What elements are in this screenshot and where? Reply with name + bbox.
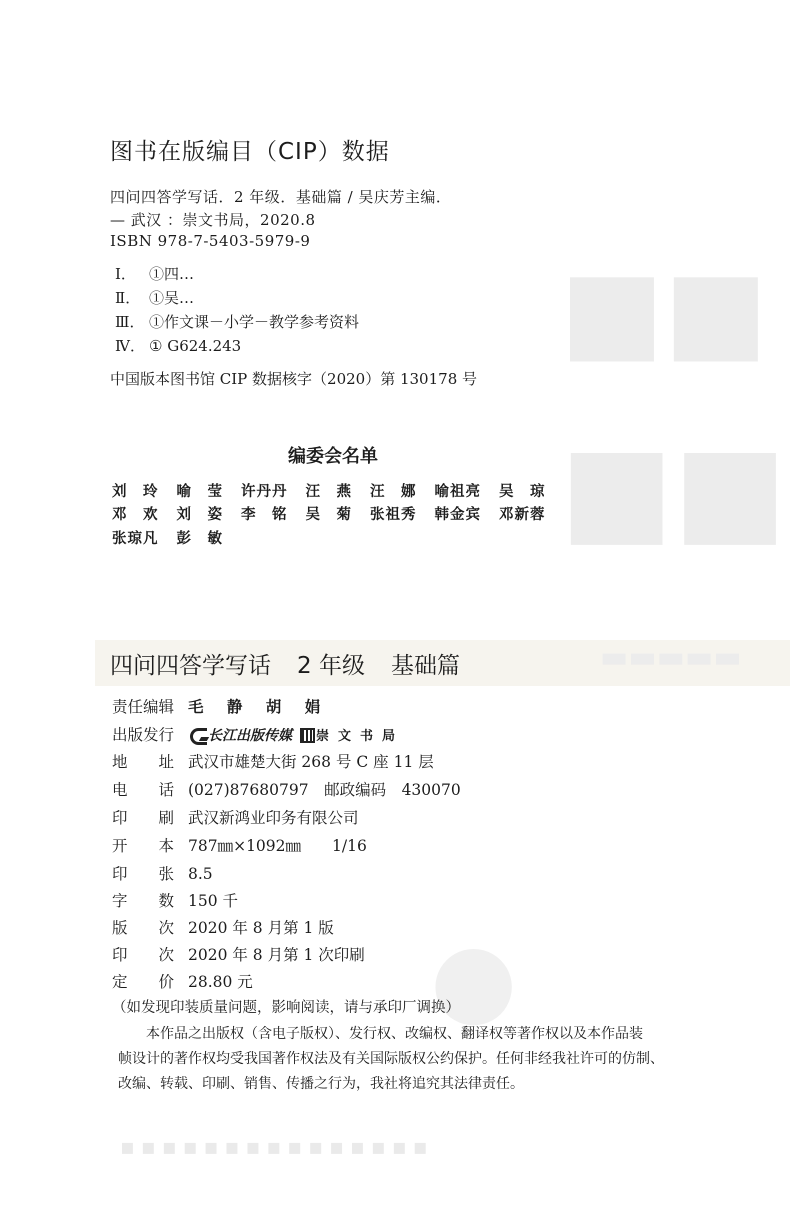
info-row — [112, 862, 213, 884]
member-name: 李 铭 — [241, 506, 288, 523]
copyright-line: 改编、转载、印刷、销售、传播之行为，我社将追究其法律责任。 — [118, 1076, 524, 1092]
classification-text: ①吴… — [149, 289, 195, 307]
info-row — [112, 806, 359, 828]
info-row-publisher — [112, 723, 404, 745]
cip-classification — [115, 311, 359, 332]
info-row — [112, 970, 253, 992]
info-row — [112, 916, 334, 938]
classification-text: ①四… — [149, 265, 195, 283]
info-label: 版 次 — [112, 919, 175, 937]
classification-text: ①作文课－小学－教学参考资料 — [149, 313, 360, 331]
classification-number: Ⅱ． — [115, 289, 141, 307]
info-value: 28.80 元 — [188, 973, 253, 991]
member-name: 张祖秀 — [370, 506, 417, 523]
member-name: 汪 燕 — [305, 483, 352, 500]
quality-notice: （如发现印装质量问题，影响阅读，请与承印厂调换） — [112, 1000, 460, 1016]
member-name: 喻 莹 — [176, 483, 223, 500]
show-through-mark: ▪▪▪▪▪▪▪▪▪▪▪▪▪▪▪ — [120, 1135, 434, 1160]
copyright-line: 帧设计的著作权均受我国著作权法及有关国际版权公约保护。任何非经我社许可的仿制、 — [118, 1051, 664, 1067]
changjiang-media-logo: 长江出版传媒 — [188, 725, 292, 745]
info-label: 印 次 — [112, 946, 175, 964]
copyright-statement — [118, 1022, 668, 1097]
info-label: 出版发行 — [112, 726, 175, 744]
member-name: 吴 琼 — [499, 483, 546, 500]
info-row — [112, 778, 461, 800]
classification-number: Ⅰ． — [115, 265, 136, 283]
info-value: 150 千 — [188, 892, 239, 910]
chongwen-logo: 崇文书局 — [300, 725, 404, 744]
info-row-editor — [112, 695, 329, 717]
book-series-name: 四问四答学写话 — [110, 653, 271, 679]
member-name: 邓新蓉 — [499, 506, 546, 523]
cip-isbn: ISBN 978-7-5403-5979-9 — [110, 232, 311, 250]
member-name: 韩金宾 — [434, 506, 481, 523]
committee-names-row — [112, 503, 564, 524]
member-name: 许丹丹 — [241, 483, 288, 500]
info-value: 8.5 — [188, 865, 213, 883]
member-name: 张琼凡 — [112, 530, 159, 547]
responsible-editors: 毛 静 胡 娟 — [188, 697, 330, 716]
show-through-mark: ▬▬▬▬▬ — [600, 640, 742, 675]
info-value: (027)87680797 邮政编码 430070 — [188, 781, 461, 799]
info-label: 电 话 — [112, 781, 175, 799]
member-name: 邓 欢 — [112, 506, 159, 523]
member-name: 喻祖亮 — [434, 483, 481, 500]
info-row — [112, 834, 367, 856]
classification-number: Ⅲ． — [115, 313, 145, 331]
info-label: 开 本 — [112, 837, 175, 855]
show-through-mark: ● — [430, 920, 518, 1037]
book-level: 基础篇 — [390, 653, 460, 679]
info-label: 地 址 — [112, 753, 175, 771]
classification-number: Ⅳ． — [115, 337, 145, 355]
cip-classification — [115, 335, 241, 356]
book-grade: 2 年级 — [297, 653, 365, 679]
info-value: 2020 年 8 月第 1 次印刷 — [188, 946, 365, 964]
book-title — [110, 647, 486, 680]
cip-publisher-line: — 武汉 ：崇文书局，2020.8 — [110, 211, 316, 229]
member-name: 彭 敏 — [176, 530, 223, 547]
info-value: 2020 年 8 月第 1 版 — [188, 919, 334, 937]
info-value: 武汉新鸿业印务有限公司 — [188, 809, 359, 827]
member-name: 吴 菊 — [305, 506, 352, 523]
cip-title-line: 四问四答学写话．2 年级．基础篇 / 吴庆芳主编． — [110, 188, 452, 206]
committee-title: 编委会名单 — [288, 446, 378, 467]
info-label: 定 价 — [112, 973, 175, 991]
cip-classification — [115, 287, 194, 308]
copyright-line: 本作品之出版权（含电子版权）、发行权、改编权、翻译权等著作权以及本作品装 — [146, 1026, 643, 1042]
info-value: 武汉市雄楚大街 268 号 C 座 11 层 — [188, 753, 434, 771]
cip-title: 图书在版编目（CIP）数据 — [110, 139, 390, 165]
member-name: 汪 娜 — [370, 483, 417, 500]
member-name: 刘 姿 — [176, 506, 223, 523]
committee-names-row — [112, 527, 241, 548]
member-name: 刘 玲 — [112, 483, 159, 500]
cip-record-number: 中国版本图书馆 CIP 数据核字（2020）第 130178 号 — [110, 370, 478, 388]
info-value: 787㎜×1092㎜ 1/16 — [188, 837, 367, 855]
show-through-mark: ■■ — [560, 246, 768, 374]
classification-text: ① G624.243 — [149, 337, 242, 355]
info-row — [112, 943, 365, 965]
committee-names-row — [112, 480, 564, 501]
info-label: 印 张 — [112, 865, 175, 883]
info-label: 责任编辑 — [112, 698, 175, 716]
show-through-mark: ■■ — [560, 420, 787, 559]
cip-classification — [115, 263, 194, 284]
info-row — [112, 889, 238, 911]
info-label: 字 数 — [112, 892, 175, 910]
info-row — [112, 750, 434, 772]
info-label: 印 刷 — [112, 809, 175, 827]
